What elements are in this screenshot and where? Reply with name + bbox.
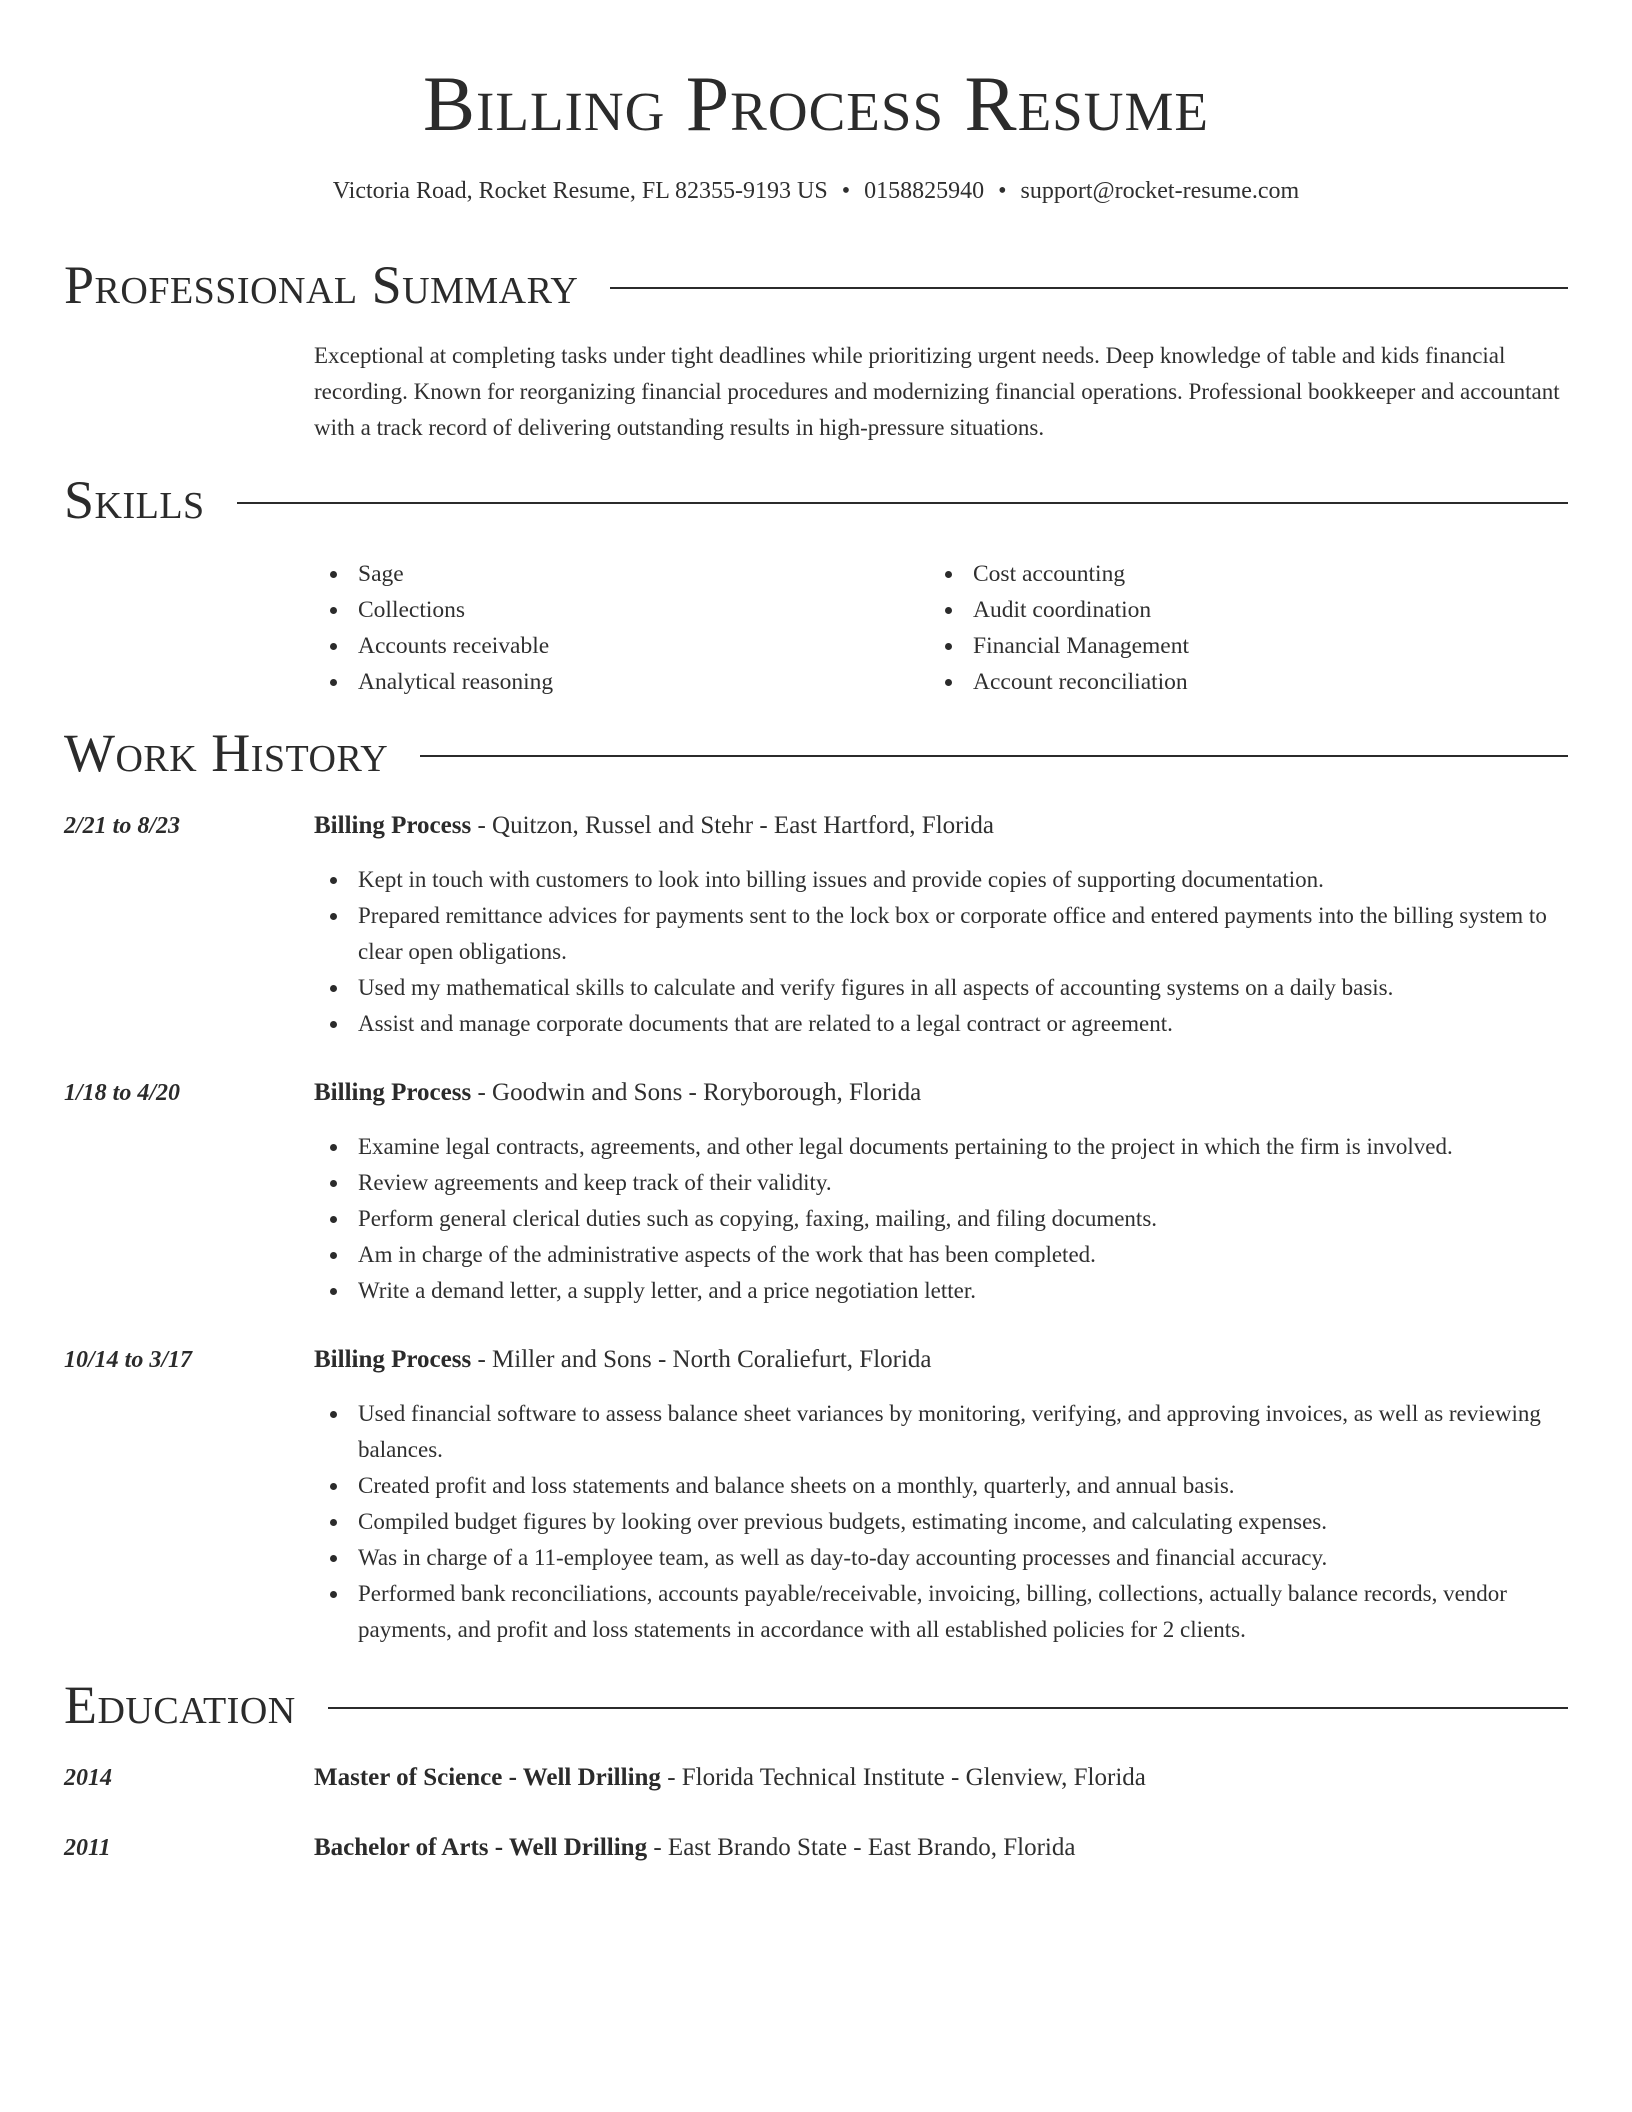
job-title: Billing Process <box>314 1346 472 1373</box>
education-year: 2014 <box>64 1765 112 1791</box>
job-bullet: Am in charge of the administrative aspects of the work that has been completed. <box>314 1237 1574 1273</box>
section-divider <box>420 755 1568 757</box>
job-bullet: Review agreements and keep track of their validity. <box>314 1165 1574 1201</box>
skill-item: Cost accounting <box>929 556 1529 592</box>
section-title-education: Education <box>64 1675 296 1735</box>
education-year: 2011 <box>64 1835 111 1861</box>
job-heading <box>314 1075 1574 1111</box>
job-company: - Quitzon, Russel and Stehr - East Hartford, Florida <box>471 812 995 839</box>
job-company: - Goodwin and Sons - Roryborough, Florida <box>471 1079 922 1106</box>
job-heading <box>314 1342 1574 1378</box>
skill-item: Financial Management <box>929 628 1529 664</box>
job-bullet: Performed bank reconciliations, accounts payable/receivable, invoicing, billing, collections, actually balance records, vendor payments, and profit and loss statements in accordance with all established policies for 2 clients. <box>314 1576 1574 1648</box>
job-date: 10/14 to 3/17 <box>64 1347 193 1373</box>
skills-list-right <box>929 556 1529 700</box>
contact-address: Victoria Road, Rocket Resume, FL 82355-9193 US <box>332 178 828 204</box>
job-bullet: Examine legal contracts, agreements, and other legal documents pertaining to the project in which the firm is involved. <box>314 1129 1574 1165</box>
section-header-education <box>64 1670 1568 1740</box>
job-bullet: Write a demand letter, a supply letter, and a price negotiation letter. <box>314 1273 1574 1309</box>
job-bullet: Was in charge of a 11-employee team, as well as day-to-day accounting processes and financial accuracy. <box>314 1540 1574 1576</box>
job-date: 2/21 to 8/23 <box>64 813 181 839</box>
resume-title: Billing Process Resume <box>423 60 1209 147</box>
contact-line <box>0 173 1632 209</box>
education-school: - East Brando State - East Brando, Florida <box>647 1834 1076 1861</box>
job-bullet: Used my mathematical skills to calculate and verify figures in all aspects of accounting systems on a daily basis. <box>314 970 1574 1006</box>
skill-item: Accounts receivable <box>314 628 914 664</box>
job-bullet: Compiled budget figures by looking over previous budgets, estimating income, and calculating expenses. <box>314 1504 1574 1540</box>
skill-item: Collections <box>314 592 914 628</box>
section-divider <box>328 1707 1568 1709</box>
job-bullets <box>314 1129 1574 1309</box>
job-bullet: Assist and manage corporate documents that are related to a legal contract or agreement. <box>314 1006 1574 1042</box>
contact-email: support@rocket-resume.com <box>1020 178 1300 204</box>
job-title: Billing Process <box>314 812 472 839</box>
job-bullet: Kept in touch with customers to look into billing issues and provide copies of supporting documentation. <box>314 862 1574 898</box>
section-divider <box>237 502 1568 504</box>
education-degree: Bachelor of Arts - Well Drilling <box>314 1834 648 1861</box>
skill-item: Sage <box>314 556 914 592</box>
job-bullet: Created profit and loss statements and balance sheets on a monthly, quarterly, and annual basis. <box>314 1468 1574 1504</box>
section-title-summary: Professional Summary <box>64 255 579 315</box>
education-entry <box>314 1760 1574 1796</box>
section-header-skills <box>64 465 1568 535</box>
skill-item: Analytical reasoning <box>314 664 914 700</box>
job-title: Billing Process <box>314 1079 472 1106</box>
education-school: - Florida Technical Institute - Glenview, Florida <box>660 1764 1146 1791</box>
contact-separator: • <box>998 178 1007 204</box>
job-date: 1/18 to 4/20 <box>64 1080 181 1106</box>
contact-phone: 0158825940 <box>864 178 985 204</box>
section-divider <box>610 287 1568 289</box>
job-bullets <box>314 1396 1574 1648</box>
section-header-work <box>64 718 1568 788</box>
skill-item: Account reconciliation <box>929 664 1529 700</box>
skill-item: Audit coordination <box>929 592 1529 628</box>
section-title-work: Work History <box>64 723 389 783</box>
skills-list-left <box>314 556 914 700</box>
contact-separator: • <box>841 178 851 204</box>
job-heading <box>314 808 1574 844</box>
job-bullet: Used financial software to assess balance sheet variances by monitoring, verifying, and approving invoices, as well as reviewing balances. <box>314 1396 1574 1468</box>
job-company: - Miller and Sons - North Coraliefurt, Florida <box>471 1346 932 1373</box>
job-bullet: Prepared remittance advices for payments sent to the lock box or corporate office and entered payments into the billing system to clear open obligations. <box>314 898 1574 970</box>
job-bullet: Perform general clerical duties such as copying, faxing, mailing, and filing documents. <box>314 1201 1574 1237</box>
section-header-summary <box>64 250 1568 320</box>
education-entry <box>314 1830 1574 1866</box>
summary-text: Exceptional at completing tasks under tight deadlines while prioritizing urgent needs. Deep knowledge of table and kids financial recording. Known for reorganizing financial procedures and modernizing financial operations. Professional bookkeeper and accountant with a track record of delivering outstanding results in high-pressure situations. <box>314 343 1560 440</box>
job-bullets <box>314 862 1574 1042</box>
education-degree: Master of Science - Well Drilling <box>314 1764 661 1791</box>
section-title-skills: Skills <box>64 470 205 530</box>
